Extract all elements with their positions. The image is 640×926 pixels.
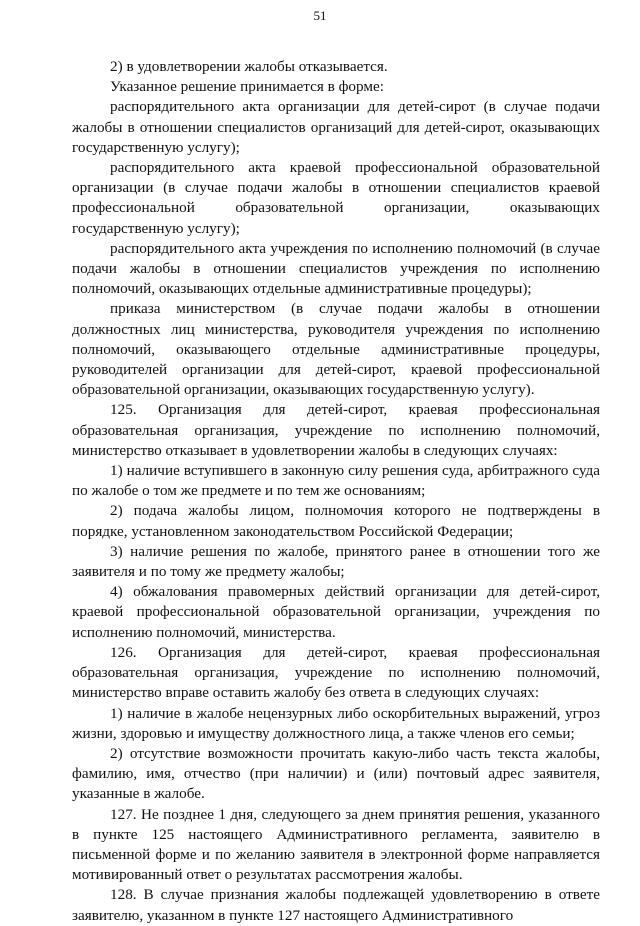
paragraph: Указанное решение принимается в форме: — [110, 78, 384, 96]
paragraph: приказа министерством (в случае подачи жалобы в отношении должностных лиц министерства, руководителя учреждения по исполнению полномочий, оказывающего отдельные административные процедуры, руководителей организации для детей-сирот, краевой профессиональной образовательной организации, оказывающих государственную услугу). — [72, 300, 600, 399]
paragraph: 2) отсутствие возможности прочитать какую-либо часть текста жалобы, фамилию, имя, отчество (при наличии) и (или) почтовый адрес заявителя, указанные в жалобе. — [72, 744, 600, 803]
paragraph: 127. Не позднее 1 дня, следующего за днем принятия решения, указанного в пункте 125 настоящего Административного регламента, заявителю в письменной форме и по желанию заявителя в электронной форме направляется мотивированный ответ о результатах рассмотрения жалобы. — [72, 805, 600, 884]
paragraph: распорядительного акта организации для детей-сирот (в случае подачи жалобы в отношении специалистов организаций для детей-сирот, оказывающих государственную услугу); — [72, 98, 600, 156]
paragraph: распорядительного акта краевой профессиональной образовательной организации (в случае подачи жалобы в отношении специалистов краевой профессиональной образовательной организации, оказывающих государственную услугу); — [72, 159, 600, 237]
paragraph: 1) наличие в жалобе нецензурных либо оскорбительных выражений, угроз жизни, здоровью и имуществу должностного лица, а также членов его семьи; — [72, 704, 600, 742]
paragraph: 2) подача жалобы лицом, полномочия которого не подтверждены в порядке, установленном законодательством Российской Федерации; — [72, 502, 600, 540]
paragraph: 125. Организация для детей-сирот, краевая профессиональная образовательная организация, учреждение по исполнению полномочий, министерство отказывает в удовлетворении жалобы в следующих случаях: — [72, 401, 600, 459]
document-body — [72, 57, 600, 926]
paragraph: 2) в удовлетворении жалобы отказывается. — [110, 58, 388, 75]
page-number: 51 — [313, 8, 327, 23]
paragraph: 3) наличие решения по жалобе, принятого ранее в отношении того же заявителя и по тому же предмету жалобы; — [72, 542, 600, 581]
paragraph: 128. В случае признания жалобы подлежащей удовлетворению в ответе заявителю, указанном в пункте 127 настоящего Административного — [72, 886, 600, 924]
paragraph: распорядительного акта учреждения по исполнению полномочий (в случае подачи жалобы в отношении специалистов учреждения по исполнению полномочий, оказывающих отдельные административные процедуры); — [72, 239, 600, 298]
paragraph: 1) наличие вступившего в законную силу решения суда, арбитражного суда по жалобе о том же предмете и по тем же основаниям; — [72, 462, 600, 500]
paragraph: 126. Организация для детей-сирот, краевая профессиональная образовательная организация, учреждение по исполнению полномочий, министерство вправе оставить жалобу без ответа в следующих случаях: — [72, 643, 600, 702]
paragraph: 4) обжалования правомерных действий организации для детей-сирот, краевой профессиональной образовательной организации, учреждения по исполнению полномочий, министерства. — [72, 583, 600, 641]
